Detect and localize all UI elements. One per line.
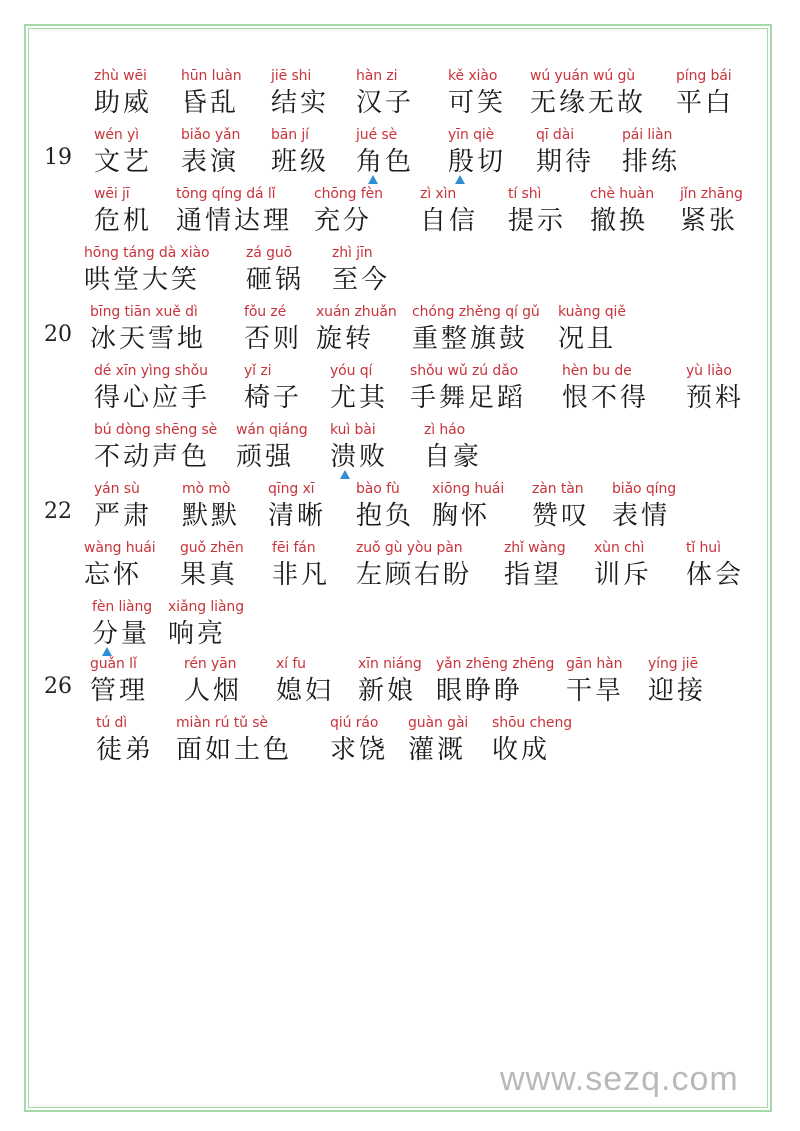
hanzi: 班级 (271, 147, 330, 177)
hanzi: 可笑 (448, 88, 507, 118)
vocab-word (272, 540, 330, 590)
vocab-word (168, 599, 244, 649)
vocab-word (622, 127, 680, 177)
vocab-word (448, 68, 506, 118)
hanzi: 得心应手 (94, 383, 211, 413)
hanzi: 默默 (182, 501, 241, 531)
pinyin: zàn tàn (532, 481, 584, 497)
pinyin: biǎo yǎn (181, 127, 241, 143)
pinyin: qiú ráo (330, 715, 379, 731)
pinyin: kuàng qiě (558, 304, 626, 320)
pinyin: wàng huái (84, 540, 156, 556)
pinyin: guàn gài (408, 715, 469, 731)
hanzi: 汉子 (356, 88, 415, 118)
hanzi: 角色 (356, 147, 415, 177)
hanzi: 响亮 (168, 619, 227, 649)
vocab-word (356, 127, 414, 177)
vocab-word (332, 245, 390, 295)
pinyin: shǒu wǔ zú dǎo (410, 363, 519, 379)
hanzi: 文艺 (94, 147, 153, 177)
vocab-word (432, 481, 504, 531)
hanzi: 助威 (94, 88, 153, 118)
hanzi: 冰天雪地 (90, 324, 207, 354)
hanzi: 灌溉 (408, 735, 467, 765)
pinyin: rén yān (184, 656, 237, 672)
vocab-word (94, 68, 152, 118)
hanzi: 自豪 (424, 442, 483, 472)
vocab-word (94, 186, 152, 236)
vocab-word (558, 304, 626, 354)
hanzi: 面如土色 (176, 735, 293, 765)
vocab-row (0, 540, 800, 594)
vocab-word (420, 186, 478, 236)
pinyin: yǐ zi (244, 363, 272, 379)
hanzi: 手舞足蹈 (410, 383, 527, 413)
vocab-word (94, 422, 217, 472)
vocab-row (0, 481, 800, 535)
vocab-word (96, 715, 154, 765)
hanzi: 清晰 (268, 501, 327, 531)
pinyin: tí shì (508, 186, 542, 202)
pinyin: yán sù (94, 481, 140, 497)
pinyin: guǎn lǐ (90, 656, 137, 672)
vocab-word (176, 715, 292, 765)
hanzi: 溃败 (330, 442, 389, 472)
vocab-word (356, 540, 472, 590)
hanzi: 分量 (92, 619, 151, 649)
vocab-row (0, 127, 800, 181)
lesson-number: 26 (44, 674, 72, 699)
pinyin: jiē shi (271, 68, 312, 84)
pinyin: yóu qí (330, 363, 373, 379)
vocab-row (0, 363, 800, 417)
pinyin: wén yì (94, 127, 139, 143)
pinyin: bīng tiān xuě dì (90, 304, 198, 320)
vocab-word (180, 540, 244, 590)
vocab-word (184, 656, 242, 706)
hanzi: 抱负 (356, 501, 415, 531)
pinyin: pái liàn (622, 127, 673, 143)
hanzi: 迎接 (648, 676, 707, 706)
vocab-word (356, 481, 414, 531)
pinyin: fèn liàng (92, 599, 153, 615)
vocab-word (358, 656, 422, 706)
vocab-row (0, 715, 800, 769)
vocab-word (594, 540, 652, 590)
vocab-word (330, 363, 388, 413)
hanzi: 预料 (686, 383, 745, 413)
vocab-word (590, 186, 654, 236)
vocab-word (94, 127, 152, 177)
hanzi: 表情 (612, 501, 671, 531)
vocab-word (236, 422, 308, 472)
pinyin: jǐn zhāng (680, 186, 743, 202)
hanzi: 左顾右盼 (356, 560, 473, 590)
pinyin: wán qiáng (236, 422, 308, 438)
vocab-word (530, 68, 646, 118)
pinyin: guǒ zhēn (180, 540, 244, 556)
hanzi: 指望 (504, 560, 563, 590)
pinyin: xiǎng liàng (168, 599, 244, 615)
polyphone-marker-icon (340, 470, 350, 479)
vocab-word (90, 304, 206, 354)
hanzi: 自信 (420, 206, 479, 236)
pinyin: yǎn zhēng zhēng (436, 656, 555, 672)
vocab-word (412, 304, 540, 354)
hanzi: 提示 (508, 206, 567, 236)
pinyin: bào fù (356, 481, 400, 497)
pinyin: hōng táng dà xiào (84, 245, 210, 261)
polyphone-marker-icon (102, 647, 112, 656)
pinyin: mò mò (182, 481, 231, 497)
pinyin: shōu cheng (492, 715, 572, 731)
pinyin: dé xīn yìng shǒu (94, 363, 208, 379)
pinyin: yíng jiē (648, 656, 698, 672)
pinyin: píng bái (676, 68, 732, 84)
vocab-row (0, 68, 800, 122)
vocab-word (408, 715, 468, 765)
hanzi: 结实 (271, 88, 330, 118)
polyphone-marker-icon (455, 175, 465, 184)
pinyin: bú dòng shēng sè (94, 422, 218, 438)
vocab-word (271, 68, 329, 118)
pinyin: qī dài (536, 127, 574, 143)
pinyin: xīn niáng (358, 656, 422, 672)
vocab-word (271, 127, 329, 177)
vocab-word (94, 481, 152, 531)
pinyin: fǒu zé (244, 304, 287, 320)
pinyin: hàn zi (356, 68, 398, 84)
hanzi: 赞叹 (532, 501, 591, 531)
hanzi: 重整旗鼓 (412, 324, 529, 354)
hanzi: 砸锅 (246, 265, 305, 295)
vocab-word (562, 363, 649, 413)
vocab-word (686, 540, 744, 590)
vocab-word (508, 186, 566, 236)
vocab-word (176, 186, 292, 236)
hanzi: 排练 (622, 147, 681, 177)
pinyin: xiōng huái (432, 481, 505, 497)
hanzi: 顽强 (236, 442, 295, 472)
pinyin: tǐ huì (686, 540, 721, 556)
vocab-word (244, 304, 302, 354)
vocab-word (492, 715, 572, 765)
vocab-row (0, 656, 800, 710)
vocab-word (268, 481, 326, 531)
pinyin: chóng zhěng qí gǔ (412, 304, 540, 320)
vocab-word (648, 656, 706, 706)
pinyin: tú dì (96, 715, 128, 731)
hanzi: 表演 (181, 147, 240, 177)
vocab-row (0, 186, 800, 240)
vocab-word (410, 363, 526, 413)
vocab-word (94, 363, 210, 413)
watermark: www.sezq.com (500, 1060, 739, 1098)
hanzi: 危机 (94, 206, 153, 236)
hanzi: 徒弟 (96, 735, 155, 765)
pinyin: yīn qiè (448, 127, 495, 143)
vocab-word (330, 715, 388, 765)
hanzi: 尤其 (330, 383, 389, 413)
hanzi: 眼睁睁 (436, 676, 524, 706)
vocab-word (92, 599, 152, 649)
vocab-word (532, 481, 590, 531)
pinyin: hèn bu de (562, 363, 632, 379)
pinyin: wú yuán wú gù (530, 68, 636, 84)
vocab-word (314, 186, 383, 236)
vocab-word (90, 656, 148, 706)
pinyin: zhǐ wàng (504, 540, 566, 556)
hanzi: 果真 (180, 560, 239, 590)
hanzi: 充分 (314, 206, 373, 236)
hanzi: 非凡 (272, 560, 331, 590)
pinyin: tōng qíng dá lǐ (176, 186, 276, 202)
pinyin: gān hàn (566, 656, 623, 672)
lesson-number: 19 (44, 145, 72, 170)
pinyin: yù liào (686, 363, 732, 379)
hanzi: 收成 (492, 735, 551, 765)
pinyin: xùn chì (594, 540, 645, 556)
vocab-word (566, 656, 624, 706)
vocab-word (436, 656, 554, 706)
vocab-word (181, 68, 241, 118)
vocab-word (182, 481, 240, 531)
hanzi: 忘怀 (84, 560, 143, 590)
vocab-word (686, 363, 744, 413)
pinyin: chè huàn (590, 186, 655, 202)
vocab-word (181, 127, 240, 177)
pinyin: bān jí (271, 127, 309, 143)
hanzi: 训斥 (594, 560, 653, 590)
hanzi: 干旱 (566, 676, 625, 706)
hanzi: 况且 (558, 324, 617, 354)
hanzi: 紧张 (680, 206, 739, 236)
pinyin: wēi jī (94, 186, 130, 202)
hanzi: 体会 (686, 560, 745, 590)
pinyin: zì háo (424, 422, 466, 438)
vocab-word (424, 422, 482, 472)
vocab-row (0, 422, 800, 476)
hanzi: 哄堂大笑 (84, 265, 201, 295)
hanzi: 通情达理 (176, 206, 293, 236)
hanzi: 否则 (244, 324, 303, 354)
hanzi: 撤换 (590, 206, 649, 236)
pinyin: zhù wēi (94, 68, 147, 84)
pinyin: zì xìn (420, 186, 457, 202)
vocab-word (612, 481, 676, 531)
hanzi: 不动声色 (94, 442, 211, 472)
pinyin: xí fu (276, 656, 306, 672)
pinyin: hūn luàn (181, 68, 242, 84)
hanzi: 椅子 (244, 383, 303, 413)
vocab-word (84, 540, 156, 590)
vocab-word (680, 186, 743, 236)
hanzi: 恨不得 (562, 383, 650, 413)
pinyin: xuán zhuǎn (316, 304, 397, 320)
pinyin: kuì bài (330, 422, 376, 438)
pinyin: zuǒ gù yòu pàn (356, 540, 463, 556)
hanzi: 昏乱 (181, 88, 240, 118)
vocab-row (0, 245, 800, 299)
polyphone-marker-icon (368, 175, 378, 184)
pinyin: chōng fèn (314, 186, 383, 202)
vocab-word (448, 127, 506, 177)
hanzi: 媳妇 (276, 676, 335, 706)
lesson-number: 22 (44, 499, 72, 524)
pinyin: kě xiào (448, 68, 498, 84)
vocab-word (246, 245, 304, 295)
pinyin: biǎo qíng (612, 481, 677, 497)
vocab-row (0, 304, 800, 358)
hanzi: 至今 (332, 265, 391, 295)
hanzi: 旋转 (316, 324, 375, 354)
hanzi: 人烟 (184, 676, 243, 706)
hanzi: 无缘无故 (530, 88, 647, 118)
pinyin: qīng xī (268, 481, 315, 497)
hanzi: 期待 (536, 147, 595, 177)
hanzi: 严肃 (94, 501, 153, 531)
hanzi: 胸怀 (432, 501, 491, 531)
vocab-row (0, 599, 800, 653)
vocab-word (356, 68, 414, 118)
vocab-word (676, 68, 734, 118)
hanzi: 殷切 (448, 147, 507, 177)
pinyin: zá guō (246, 245, 293, 261)
hanzi: 新娘 (358, 676, 417, 706)
pinyin: miàn rú tǔ sè (176, 715, 268, 731)
vocab-word (504, 540, 566, 590)
vocab-word (536, 127, 594, 177)
vocab-word (276, 656, 334, 706)
vocab-word (330, 422, 388, 472)
hanzi: 管理 (90, 676, 149, 706)
pinyin: fēi fán (272, 540, 316, 556)
hanzi: 求饶 (330, 735, 389, 765)
vocab-word (244, 363, 302, 413)
pinyin: jué sè (356, 127, 398, 143)
lesson-number: 20 (44, 322, 72, 347)
vocab-word (84, 245, 209, 295)
pinyin: zhì jīn (332, 245, 373, 261)
vocab-word (316, 304, 397, 354)
hanzi: 平白 (676, 88, 735, 118)
